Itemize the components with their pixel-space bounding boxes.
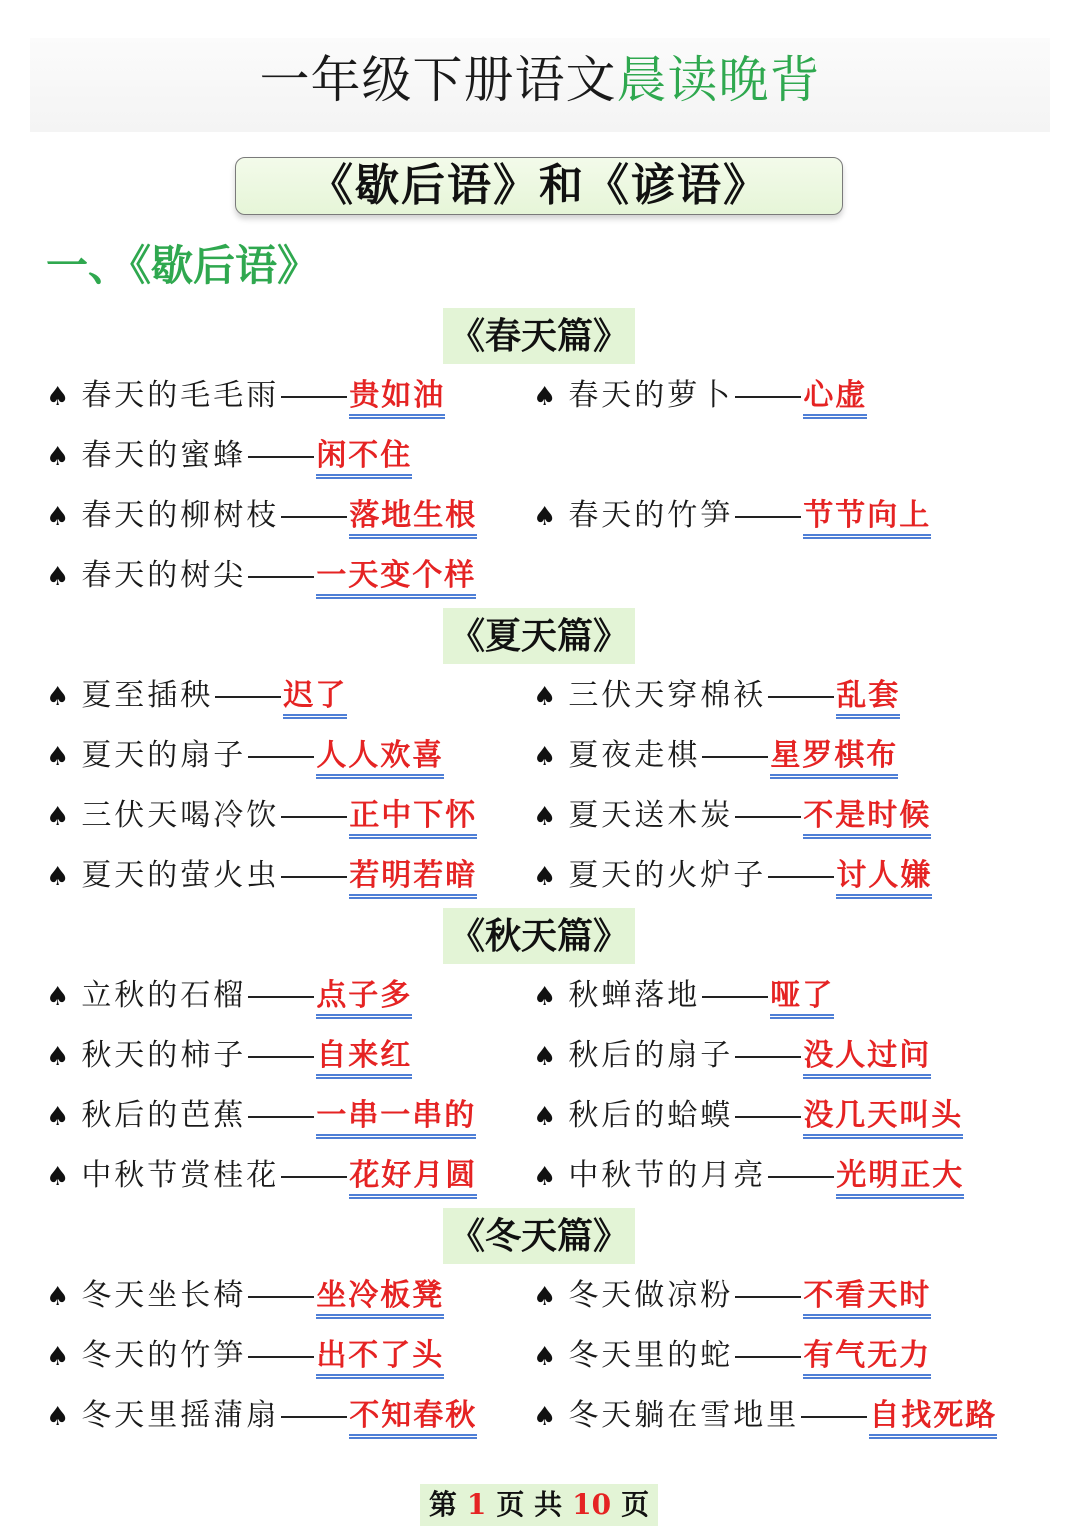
- saying-answer: 没几天叫头: [803, 1098, 963, 1139]
- spade-icon: ♠: [46, 742, 70, 772]
- season-title-winter: 《冬天篇》: [443, 1208, 635, 1264]
- saying-answer: 有气无力: [803, 1338, 931, 1379]
- spade-icon: ♠: [533, 802, 557, 832]
- saying-phrase: 中秋节赏桂花: [81, 1158, 280, 1193]
- saying-phrase: 立秋的石榴: [81, 978, 247, 1013]
- spade-icon: ♠: [533, 1342, 557, 1372]
- spade-icon: ♠: [533, 502, 557, 532]
- saying-answer: 一天变个样: [316, 558, 476, 599]
- saying-phrase: 冬天躺在雪地里: [568, 1398, 800, 1433]
- dash-divider: [281, 396, 347, 398]
- dash-divider: [281, 1416, 347, 1418]
- spade-icon: ♠: [46, 982, 70, 1012]
- section-heading: 一、《歇后语》: [46, 241, 320, 290]
- saying-entry: [533, 796, 931, 836]
- saying-answer: 人人欢喜: [316, 738, 444, 779]
- saying-answer: 星罗棋布: [770, 738, 898, 779]
- page-number-footer: [420, 1484, 658, 1526]
- saying-entry: [533, 976, 834, 1016]
- dash-divider: [801, 1416, 867, 1418]
- dash-divider: [735, 1356, 801, 1358]
- saying-phrase: 中秋节的月亮: [568, 1158, 767, 1193]
- footer-prefix: 第: [428, 1488, 457, 1521]
- spade-icon: ♠: [533, 382, 557, 412]
- header-title-main: 一年级下册语文: [259, 51, 617, 109]
- saying-answer: 迟了: [283, 678, 347, 719]
- saying-entry: [46, 796, 477, 836]
- dash-divider: [248, 756, 314, 758]
- spade-icon: ♠: [46, 1102, 70, 1132]
- spade-icon: ♠: [46, 382, 70, 412]
- saying-phrase: 冬天的竹笋: [81, 1338, 247, 1373]
- saying-answer: 节节向上: [803, 498, 931, 539]
- dash-divider: [735, 516, 801, 518]
- saying-phrase: 夏天的扇子: [81, 738, 247, 773]
- dash-divider: [768, 696, 834, 698]
- spade-icon: ♠: [46, 562, 70, 592]
- footer-middle: 页 共: [496, 1488, 563, 1521]
- saying-answer: 自来红: [316, 1038, 412, 1079]
- saying-entry: [533, 676, 900, 716]
- saying-phrase: 冬天坐长椅: [81, 1278, 247, 1313]
- saying-entry: [533, 856, 932, 896]
- spade-icon: ♠: [533, 1162, 557, 1192]
- dash-divider: [248, 456, 314, 458]
- dash-divider: [215, 696, 281, 698]
- spade-icon: ♠: [46, 802, 70, 832]
- saying-answer: 出不了头: [316, 1338, 444, 1379]
- saying-phrase: 夏夜走棋: [568, 738, 701, 773]
- dash-divider: [248, 1056, 314, 1058]
- saying-entry: [46, 976, 412, 1016]
- dash-divider: [248, 1296, 314, 1298]
- spade-icon: ♠: [533, 1042, 557, 1072]
- saying-entry: [533, 496, 931, 536]
- saying-answer: 不知春秋: [349, 1398, 477, 1439]
- saying-phrase: 冬天里摇蒲扇: [81, 1398, 280, 1433]
- footer-page-number: 1: [466, 1488, 487, 1521]
- dash-divider: [768, 876, 834, 878]
- saying-phrase: 春天的萝卜: [568, 378, 734, 413]
- spade-icon: ♠: [46, 682, 70, 712]
- saying-phrase: 秋蝉落地: [568, 978, 701, 1013]
- spade-icon: ♠: [533, 862, 557, 892]
- page-header: [30, 38, 1050, 132]
- dash-divider: [702, 996, 768, 998]
- saying-entry: [533, 1276, 931, 1316]
- saying-answer: 不看天时: [803, 1278, 931, 1319]
- saying-entry: [46, 436, 412, 476]
- spade-icon: ♠: [46, 442, 70, 472]
- dash-divider: [735, 816, 801, 818]
- saying-entry: [533, 1396, 997, 1436]
- saying-phrase: 秋后的扇子: [568, 1038, 734, 1073]
- saying-answer: 一串一串的: [316, 1098, 476, 1139]
- saying-answer: 闲不住: [316, 438, 412, 479]
- saying-answer: 若明若暗: [349, 858, 477, 899]
- dash-divider: [735, 1296, 801, 1298]
- spade-icon: ♠: [46, 1162, 70, 1192]
- saying-entry: [46, 496, 477, 536]
- saying-phrase: 夏天送木炭: [568, 798, 734, 833]
- dash-divider: [735, 1056, 801, 1058]
- saying-answer: 乱套: [836, 678, 900, 719]
- dash-divider: [248, 1356, 314, 1358]
- saying-phrase: 夏天的萤火虫: [81, 858, 280, 893]
- saying-entry: [46, 676, 347, 716]
- saying-answer: 光明正大: [836, 1158, 964, 1199]
- season-title-spring: 《春天篇》: [443, 308, 635, 364]
- saying-phrase: 三伏天喝冷饮: [81, 798, 280, 833]
- spade-icon: ♠: [46, 1342, 70, 1372]
- dash-divider: [735, 396, 801, 398]
- saying-phrase: 三伏天穿棉袄: [568, 678, 767, 713]
- saying-entry: [533, 376, 867, 416]
- saying-answer: 哑了: [770, 978, 834, 1019]
- dash-divider: [248, 576, 314, 578]
- dash-divider: [248, 1116, 314, 1118]
- saying-answer: 不是时候: [803, 798, 931, 839]
- saying-entry: [46, 1156, 477, 1196]
- saying-answer: 坐冷板凳: [316, 1278, 444, 1319]
- saying-phrase: 冬天做凉粉: [568, 1278, 734, 1313]
- spade-icon: ♠: [533, 682, 557, 712]
- saying-answer: 花好月圆: [349, 1158, 477, 1199]
- dash-divider: [281, 816, 347, 818]
- spade-icon: ♠: [533, 1402, 557, 1432]
- spade-icon: ♠: [533, 1102, 557, 1132]
- dash-divider: [281, 876, 347, 878]
- saying-answer: 点子多: [316, 978, 412, 1019]
- spade-icon: ♠: [533, 982, 557, 1012]
- document-title: 《歇后语》和《谚语》: [235, 157, 843, 215]
- spade-icon: ♠: [46, 1042, 70, 1072]
- footer-suffix: 页: [621, 1488, 650, 1521]
- saying-phrase: 春天的蜜蜂: [81, 438, 247, 473]
- spade-icon: ♠: [533, 742, 557, 772]
- spade-icon: ♠: [46, 862, 70, 892]
- saying-entry: [533, 1036, 931, 1076]
- saying-answer: 没人过问: [803, 1038, 931, 1079]
- saying-answer: 心虚: [803, 378, 867, 419]
- season-title-autumn: 《秋天篇》: [443, 908, 635, 964]
- saying-answer: 落地生根: [349, 498, 477, 539]
- saying-entry: [46, 856, 477, 896]
- dash-divider: [735, 1116, 801, 1118]
- saying-entry: [46, 736, 444, 776]
- saying-answer: 自找死路: [869, 1398, 997, 1439]
- saying-phrase: 冬天里的蛇: [568, 1338, 734, 1373]
- saying-entry: [533, 1156, 964, 1196]
- spade-icon: ♠: [46, 1402, 70, 1432]
- spade-icon: ♠: [46, 502, 70, 532]
- saying-entry: [46, 1396, 477, 1436]
- spade-icon: ♠: [533, 1282, 557, 1312]
- season-title-summer: 《夏天篇》: [443, 608, 635, 664]
- saying-entry: [46, 556, 476, 596]
- saying-entry: [533, 1096, 963, 1136]
- dash-divider: [768, 1176, 834, 1178]
- saying-phrase: 夏至插秧: [81, 678, 214, 713]
- saying-answer: 讨人嫌: [836, 858, 932, 899]
- dash-divider: [281, 516, 347, 518]
- saying-answer: 贵如油: [349, 378, 445, 419]
- saying-entry: [46, 376, 445, 416]
- saying-phrase: 秋后的蛤蟆: [568, 1098, 734, 1133]
- saying-answer: 正中下怀: [349, 798, 477, 839]
- dash-divider: [702, 756, 768, 758]
- spade-icon: ♠: [46, 1282, 70, 1312]
- footer-total-pages: 10: [572, 1488, 612, 1521]
- saying-phrase: 秋后的芭蕉: [81, 1098, 247, 1133]
- saying-phrase: 春天的柳树枝: [81, 498, 280, 533]
- dash-divider: [248, 996, 314, 998]
- dash-divider: [281, 1176, 347, 1178]
- saying-entry: [46, 1036, 412, 1076]
- saying-phrase: 秋天的柿子: [81, 1038, 247, 1073]
- saying-phrase: 春天的竹笋: [568, 498, 734, 533]
- saying-entry: [46, 1336, 444, 1376]
- saying-phrase: 春天的树尖: [81, 558, 247, 593]
- saying-entry: [533, 1336, 931, 1376]
- saying-phrase: 春天的毛毛雨: [81, 378, 280, 413]
- saying-phrase: 夏天的火炉子: [568, 858, 767, 893]
- header-title-accent: 晨读晚背: [616, 51, 821, 109]
- saying-entry: [46, 1096, 476, 1136]
- saying-entry: [533, 736, 898, 776]
- saying-entry: [46, 1276, 444, 1316]
